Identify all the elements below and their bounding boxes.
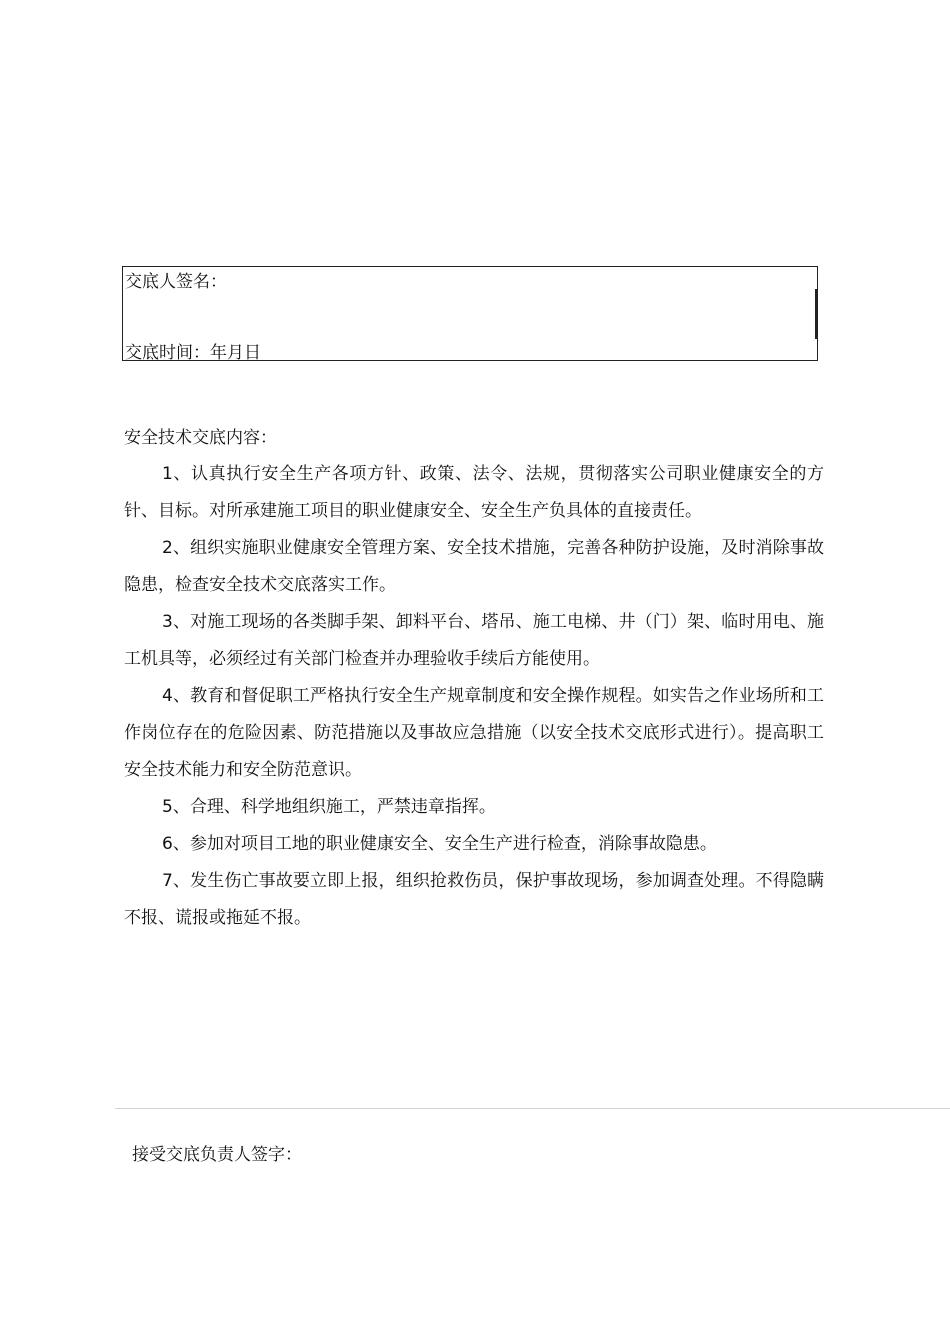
box-edge-mark <box>815 289 817 339</box>
content-title: 安全技术交底内容： <box>124 428 277 448</box>
content-item-1: 1、认真执行安全生产各项方针、政策、法令、法规，贯彻落实公司职业健康安全的方针、目标。对所承建施工项目的职业健康安全、安全生产负具体的直接责任。 <box>124 464 824 521</box>
signature-box <box>122 266 818 361</box>
disclosure-time-label: 交底时间：年月日 <box>125 343 261 363</box>
signer-label: 交底人签名： <box>125 272 227 292</box>
section-divider <box>115 1108 950 1109</box>
content-item-5: 5、合理、科学地组织施工，严禁违章指挥。 <box>162 797 496 817</box>
content-item-4: 4、教育和督促职工严格执行安全生产规章制度和安全操作规程。如实告之作业场所和工作岗位存在的危险因素、防范措施以及事故应急措施（以安全技术交底形式进行）。提高职工安全技术能力和安全防范意识。 <box>124 686 824 780</box>
safety-content-section <box>124 420 824 937</box>
content-item-2: 2、组织实施职业健康安全管理方案、安全技术措施，完善各种防护设施，及时消除事故隐患，检查安全技术交底落实工作。 <box>124 538 824 595</box>
receiver-signature-label: 接受交底负责人签字： <box>132 1145 302 1165</box>
content-item-6: 6、参加对项目工地的职业健康安全、安全生产进行检查，消除事故隐患。 <box>162 834 717 854</box>
content-item-7: 7、发生伤亡事故要立即上报，组织抢救伤员，保护事故现场，参加调查处理。不得隐瞒不报、谎报或拖延不报。 <box>124 871 824 928</box>
content-item-3: 3、对施工现场的各类脚手架、卸料平台、塔吊、施工电梯、井（门）架、临时用电、施工机具等，必须经过有关部门检查并办理验收手续后方能使用。 <box>124 612 824 669</box>
